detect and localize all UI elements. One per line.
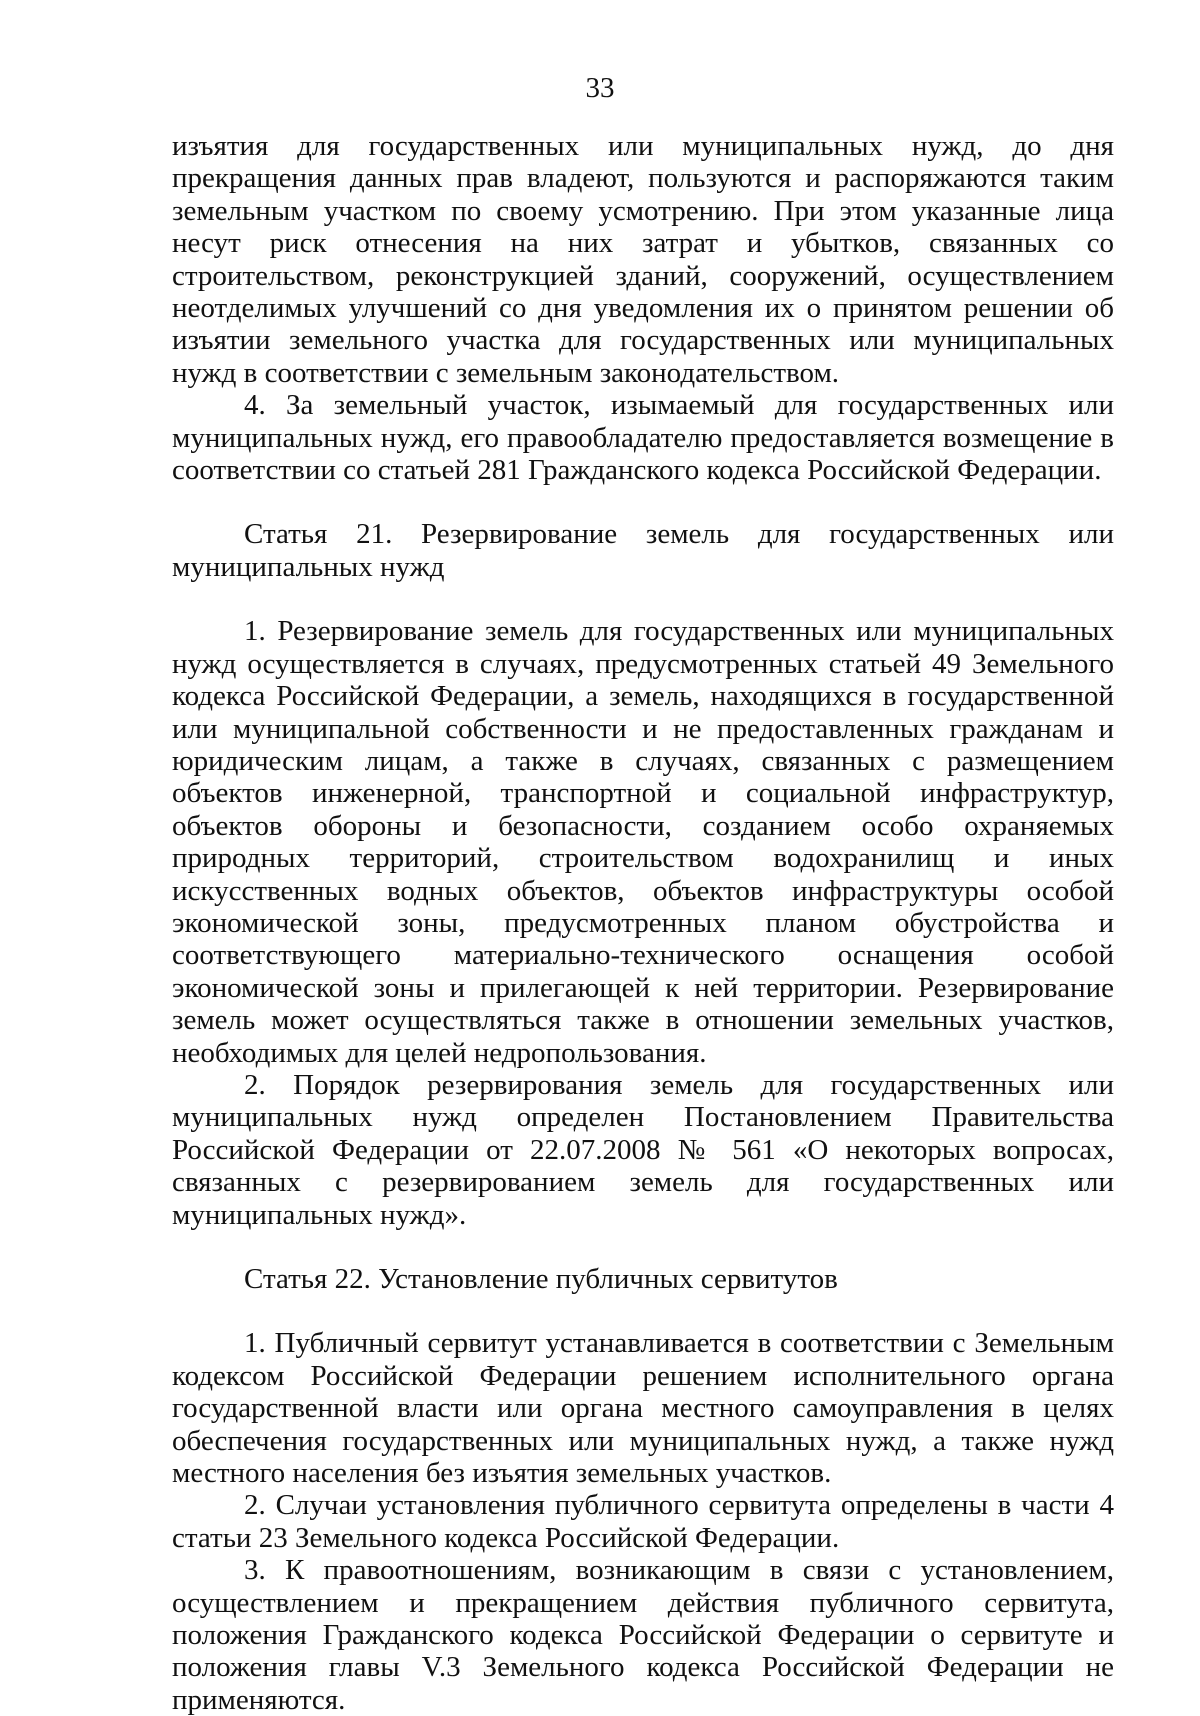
page-number: 33 [585,72,615,104]
article-22-paragraph-3: 3. К правоотношениям, возникающим в связи с установлением, осуществлением и прекращением действия публичного сервитута, положения Гражданского кодекса Российской Федерации о сервитуте и положения главы V.3 Земельного кодекса Российской Федерации не применяются. [172,1554,1114,1716]
point-4-paragraph: 4. За земельный участок, изымаемый для государственных или муниципальных нужд, его правообладателю предоставляется возмещение в соответствии со статьей 281 Гражданского кодекса Российской Федерации. [172,389,1114,487]
section-spacer [172,583,1114,615]
continuation-paragraph: изъятия для государственных или муниципальных нужд, до дня прекращения данных прав владеют, пользуются и распоряжаются таким земельным участком по своему усмотрению. При этом указанные лица несут риск отнесения на них затрат и убытков, связанных со строительством, реконструкцией зданий, сооружений, осуществлением неотделимых улучшений со дня уведомления их о принятом решении об изъятии земельного участка для государственных или муниципальных нужд в соответствии с земельным законодательством. [172,130,1114,389]
article-22-paragraph-1: 1. Публичный сервитут устанавливается в соответствии с Земельным кодексом Российской Федерации решением исполнительного органа государственной власти или органа местного самоуправления в целях обеспечения государственных или муниципальных нужд, а также нужд местного населения без изъятия земельных участков. [172,1327,1114,1490]
article-22-title: Статья 22. Установление публичных сервитутов [244,1263,838,1295]
section-spacer [172,486,1114,518]
section-spacer [172,1231,1114,1263]
article-21-title: Статья 21. Резервирование земель для государственных или муниципальных нужд [172,518,1114,583]
article-22-paragraph-2: 2. Случаи установления публичного сервитута определены в части 4 статьи 23 Земельного кодекса Российской Федерации. [172,1489,1114,1554]
article-21-paragraph-1: 1. Резервирование земель для государственных или муниципальных нужд осуществляется в случаях, предусмотренных статьей 49 Земельного кодекса Российской Федерации, а земель, находящихся в государственной или муниципальной собственности и не предоставленных гражданам и юридическим лицам, а также в случаях, связанных с размещением объектов инженерной, транспортной и социальной инфраструктур, объектов обороны и безопасности, созданием особо охраняемых природных территорий, строительством водохранилищ и иных искусственных водных объектов, объектов инфраструктуры особой экономической зоны, предусмотренных планом обустройства и соответствующего материально-технического оснащения особой экономической зоны и прилегающей к ней территории. Резервирование земель может осуществляться также в отношении земельных участков, необходимых для целей недропользования. [172,615,1114,1069]
document-body [172,130,1114,1716]
article-21-paragraph-2: 2. Порядок резервирования земель для государственных или муниципальных нужд определен Постановлением Правительства Российской Федерации от 22.07.2008 № 561 «О некоторых вопросах, связанных с резервированием земель для государственных или муниципальных нужд». [172,1068,1114,1231]
section-spacer [172,1295,1114,1327]
